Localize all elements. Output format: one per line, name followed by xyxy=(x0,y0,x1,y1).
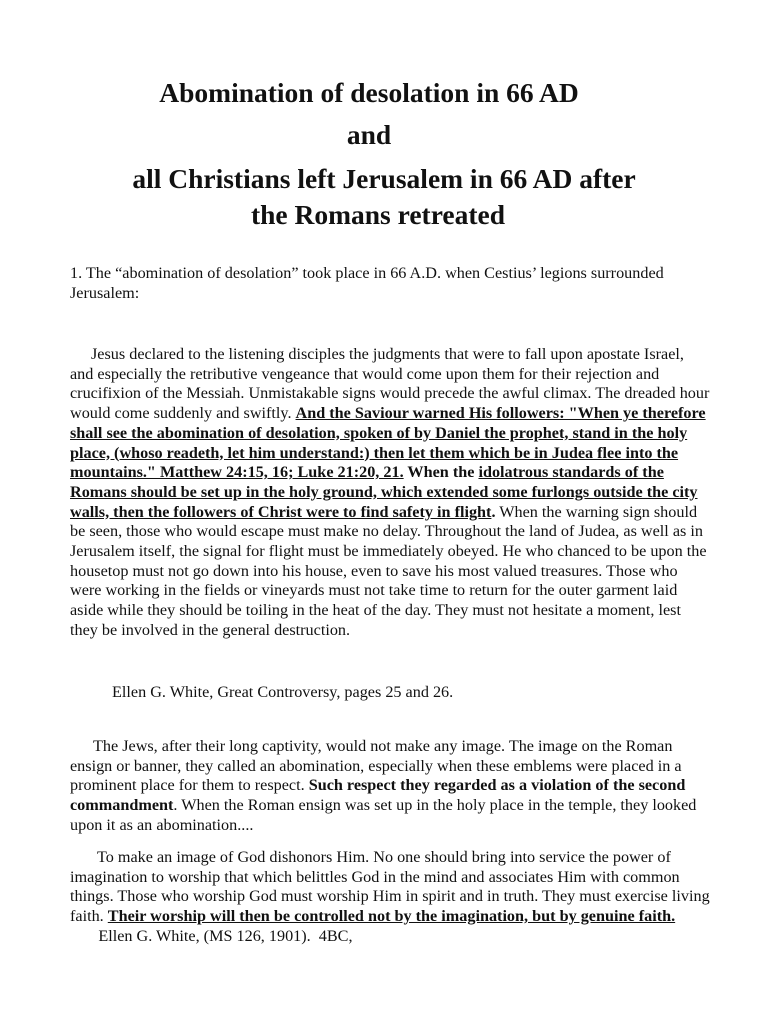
title-line-3: all Christians left Jerusalem in 66 AD after xyxy=(132,163,636,194)
title-line-4: the Romans retreated xyxy=(250,199,506,230)
para2-text: The Jews, after their long captivity, would not make any image. The image on the Roman ensign or banner, they called an abomination, especially when these emblems were placed in a prominent place for them to respect. xyxy=(70,737,682,795)
paragraph-roman-ensign xyxy=(70,737,710,836)
para3-citation: Ellen G. White, (MS 126, 1901). 4BC, xyxy=(70,926,353,945)
para2-bold-text: Such respect they regarded as a violation of the second commandment xyxy=(70,776,686,815)
title-line-1: Abomination of desolation in 66 AD xyxy=(159,77,579,108)
title-line-2: and xyxy=(346,119,392,150)
paragraph-image-of-god xyxy=(70,848,710,947)
para1-bold-text: When the xyxy=(403,463,479,482)
para3-bold-underlined-text: Their worship will then be controlled not by the imagination, but by genuine faith. xyxy=(107,907,676,926)
paragraph-great-controversy-quote xyxy=(70,345,710,641)
para1-bold-period: . xyxy=(491,502,496,521)
para2-text-end: . When the Roman ensign was set up in the holy place in the temple, they looked upon it as an abomination.... xyxy=(70,796,697,834)
para1-bold-underlined-standards: idolatrous standards of the Romans should be set up in the holy ground, which extended some furlongs outside the city walls, then the followers of Christ were to find safety in flight xyxy=(70,463,698,521)
para1-text-end: When the warning sign should be seen, those who would escape must make no delay. Throughout the land of Judea, as well as in Jerusalem itself, the signal for flight must be immediately obeyed. He who chanced to be upon the housetop must not go down into his house, even to save his most valued treasures. Those who were working in the fields or vineyards must not take time to return for the outer garment laid aside while they should be toiling in the heat of the day. They must not hesitate a moment, lest they be involved in the general destruction. xyxy=(70,502,707,639)
citation-great-controversy: Ellen G. White, Great Controversy, pages 25 and 26. xyxy=(112,683,454,701)
numbered-item-1: 1. The “abomination of desolation” took place in 66 A.D. when Cestius’ legions surrounded Jerusalem: xyxy=(70,264,664,302)
para1-text: Jesus declared to the listening disciples the judgments that were to fall upon apostate Israel, and especially the retributive vengeance that would come upon them for their rejection and crucifixion of the Messiah. Unmistakable signs would precede the awful climax. The dreaded hour would come suddenly and swiftly. xyxy=(70,345,710,423)
para1-bold-underlined-scripture: And the Saviour warned His followers: "When ye therefore shall see the abomination of desolation, spoken of by Daniel the prophet, stand in the holy place, (whoso readeth, let him understand:) then let them which be in Judea flee into the mountains." Matthew 24:15, 16; Luke 21:20, 21. xyxy=(70,404,706,482)
para3-text: To make an image of God dishonors Him. No one should bring into service the power of imagination to worship that which belittles God in the mind and associates Him with common things. Those who worship God must worship Him in spirit and in truth. They must exercise living faith. xyxy=(70,848,710,926)
